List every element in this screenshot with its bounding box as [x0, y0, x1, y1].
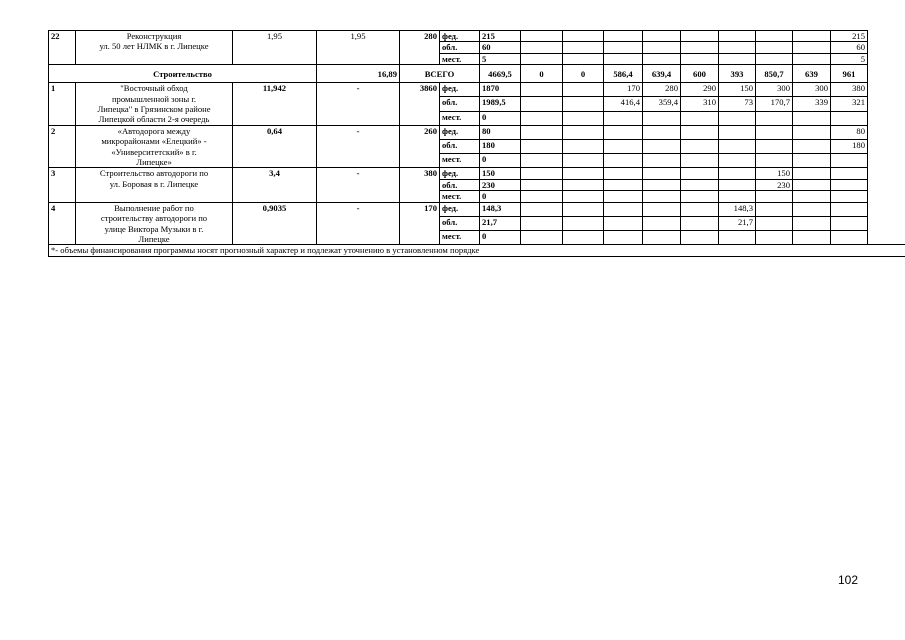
- year-value: [756, 216, 793, 230]
- funding-source: мест.: [440, 191, 480, 202]
- year-value: [719, 231, 756, 245]
- funding-source: фед.: [440, 83, 480, 97]
- funding-total: 230: [480, 179, 521, 190]
- year-value: 5: [831, 53, 868, 64]
- year-value: [563, 111, 604, 125]
- year-value: [521, 97, 563, 111]
- year-value: [643, 42, 681, 53]
- row-number: 4: [49, 202, 76, 245]
- funding-total: 21,7: [480, 216, 521, 230]
- year-value: [681, 191, 719, 202]
- year-value: [681, 168, 719, 179]
- section-length: 16,89: [317, 65, 400, 83]
- funding-total: 0: [480, 231, 521, 245]
- year-value: [831, 179, 868, 190]
- year-value: [604, 125, 643, 139]
- funding-source: мест.: [440, 231, 480, 245]
- year-value: [756, 125, 793, 139]
- funding-source: фед.: [440, 168, 480, 179]
- project-name-line: «Автодорога между: [117, 125, 191, 136]
- year-value: [681, 231, 719, 245]
- year-value: [563, 179, 604, 190]
- table-row: [49, 125, 905, 139]
- year-value: [563, 42, 604, 53]
- year-value: [643, 202, 681, 216]
- year-value: [681, 31, 719, 42]
- length-value-2: -: [317, 83, 400, 126]
- project-name-line: Липецке: [138, 233, 170, 244]
- project-name-line: Строительство автодороги по: [99, 168, 209, 179]
- project-name: [76, 31, 233, 65]
- year-value: [604, 191, 643, 202]
- year-value: [756, 154, 793, 168]
- year-value: [831, 168, 868, 179]
- year-value: [719, 31, 756, 42]
- project-name-line: микрорайонами «Елецкий» -: [101, 136, 207, 147]
- section-row: [49, 65, 905, 83]
- section-year-total: 639,4: [643, 65, 681, 83]
- year-value: [793, 53, 831, 64]
- year-value: [521, 154, 563, 168]
- year-value: [521, 216, 563, 230]
- year-value: [521, 53, 563, 64]
- year-value: 230: [756, 179, 793, 190]
- funding-total: 1989,5: [480, 97, 521, 111]
- year-value: 380: [831, 83, 868, 97]
- year-value: [793, 31, 831, 42]
- year-value: [719, 111, 756, 125]
- funding-source: обл.: [440, 97, 480, 111]
- year-value: [521, 140, 563, 154]
- year-value: [681, 125, 719, 139]
- year-value: 73: [719, 97, 756, 111]
- year-value: 321: [831, 97, 868, 111]
- year-value: [604, 168, 643, 179]
- year-value: [719, 125, 756, 139]
- year-value: [563, 140, 604, 154]
- year-value: [756, 231, 793, 245]
- year-value: [643, 216, 681, 230]
- year-value: [831, 231, 868, 245]
- year-value: [681, 202, 719, 216]
- section-year-total: 600: [681, 65, 719, 83]
- year-value: [604, 231, 643, 245]
- year-value: [793, 42, 831, 53]
- year-value: 215: [831, 31, 868, 42]
- funding-total: 148,3: [480, 202, 521, 216]
- year-value: [681, 179, 719, 190]
- cost-value: 280: [400, 31, 440, 65]
- year-value: [793, 202, 831, 216]
- year-value: [643, 191, 681, 202]
- year-value: [643, 53, 681, 64]
- year-value: [831, 202, 868, 216]
- year-value: [719, 42, 756, 53]
- funding-total: 180: [480, 140, 521, 154]
- length-value: 1,95: [233, 31, 317, 65]
- year-value: 416,4: [604, 97, 643, 111]
- year-value: 170: [604, 83, 643, 97]
- table-row: [49, 168, 905, 179]
- row-number: 22: [49, 31, 76, 65]
- year-value: [756, 140, 793, 154]
- year-value: [643, 154, 681, 168]
- section-year-total: 393: [719, 65, 756, 83]
- length-value: 0,9035: [233, 202, 317, 245]
- length-value-2: -: [317, 202, 400, 245]
- cost-value: 380: [400, 168, 440, 202]
- year-value: [643, 111, 681, 125]
- year-value: [563, 216, 604, 230]
- funding-total: 1870: [480, 83, 521, 97]
- year-value: [719, 140, 756, 154]
- funding-source: фед.: [440, 125, 480, 139]
- section-total: 4669,5: [480, 65, 521, 83]
- year-value: 300: [793, 83, 831, 97]
- funding-total: 0: [480, 111, 521, 125]
- year-value: [604, 53, 643, 64]
- year-value: [756, 31, 793, 42]
- section-year-total: 961: [831, 65, 868, 83]
- funding-source: мест.: [440, 111, 480, 125]
- project-name-line: строительству автодороги по: [100, 213, 208, 224]
- year-value: [521, 111, 563, 125]
- year-value: [793, 111, 831, 125]
- year-value: [563, 97, 604, 111]
- year-value: [756, 53, 793, 64]
- year-value: 310: [681, 97, 719, 111]
- funding-source: мест.: [440, 53, 480, 64]
- year-value: [793, 140, 831, 154]
- length-value: 3,4: [233, 168, 317, 202]
- year-value: 300: [756, 83, 793, 97]
- cost-value: 170: [400, 202, 440, 245]
- year-value: [831, 191, 868, 202]
- funding-source: обл.: [440, 179, 480, 190]
- year-value: [563, 53, 604, 64]
- year-value: [563, 168, 604, 179]
- year-value: [643, 140, 681, 154]
- cost-value: 3860: [400, 83, 440, 126]
- project-name-line: Липецкой области 2-я очередь: [98, 114, 210, 125]
- project-name-line: ул. Боровая в г. Липецке: [109, 178, 199, 189]
- year-value: [563, 83, 604, 97]
- year-value: 290: [681, 83, 719, 97]
- year-value: [563, 154, 604, 168]
- project-name-line: Выполнение работ по: [114, 202, 194, 213]
- year-value: [521, 168, 563, 179]
- funding-source: обл.: [440, 140, 480, 154]
- table-row: [49, 202, 905, 216]
- year-value: [793, 179, 831, 190]
- year-value: [604, 202, 643, 216]
- year-value: [719, 168, 756, 179]
- year-value: [521, 125, 563, 139]
- year-value: [521, 179, 563, 190]
- section-year-total: 850,7: [756, 65, 793, 83]
- funding-source: фед.: [440, 31, 480, 42]
- year-value: 339: [793, 97, 831, 111]
- length-value: 11,942: [233, 83, 317, 126]
- project-name-line: Реконструкция: [126, 31, 182, 41]
- year-value: [719, 179, 756, 190]
- year-value: [643, 168, 681, 179]
- year-value: [793, 125, 831, 139]
- year-value: 80: [831, 125, 868, 139]
- year-value: [793, 154, 831, 168]
- year-value: [793, 191, 831, 202]
- section-year-total: 0: [521, 65, 563, 83]
- financing-table: [48, 30, 905, 257]
- funding-total: 0: [480, 191, 521, 202]
- year-value: [831, 111, 868, 125]
- footnote: *- объемы финансирования программы носят прогнозный характер и подлежат уточнению в установленном порядке: [49, 245, 905, 256]
- project-name-line: Липецке»: [136, 157, 172, 168]
- project-name: [76, 202, 233, 245]
- funding-source: обл.: [440, 216, 480, 230]
- year-value: [793, 216, 831, 230]
- project-name-line: ул. 50 лет НЛМК в г. Липецке: [99, 41, 209, 52]
- year-value: [604, 179, 643, 190]
- year-value: [719, 53, 756, 64]
- year-value: 170,7: [756, 97, 793, 111]
- length-value-2: 1,95: [317, 31, 400, 65]
- year-value: [521, 42, 563, 53]
- year-value: [681, 216, 719, 230]
- row-number: 3: [49, 168, 76, 202]
- year-value: [563, 191, 604, 202]
- table-row: [49, 31, 905, 42]
- length-value-2: -: [317, 168, 400, 202]
- cost-value: 260: [400, 125, 440, 168]
- year-value: [563, 125, 604, 139]
- section-total-label: ВСЕГО: [400, 65, 480, 83]
- year-value: [604, 154, 643, 168]
- year-value: [831, 216, 868, 230]
- year-value: [563, 202, 604, 216]
- year-value: [719, 154, 756, 168]
- year-value: [681, 42, 719, 53]
- year-value: [643, 231, 681, 245]
- year-value: [643, 179, 681, 190]
- year-value: [681, 53, 719, 64]
- project-name-line: Липецка" в Грязинском районе: [97, 104, 211, 115]
- project-name: [76, 125, 233, 168]
- funding-source: мест.: [440, 154, 480, 168]
- year-value: [521, 191, 563, 202]
- year-value: [643, 31, 681, 42]
- year-value: [643, 125, 681, 139]
- section-label: Строительство: [49, 65, 317, 83]
- year-value: 150: [756, 168, 793, 179]
- table-row: [49, 83, 905, 97]
- year-value: [756, 191, 793, 202]
- year-value: [604, 111, 643, 125]
- row-number: 2: [49, 125, 76, 168]
- year-value: [681, 140, 719, 154]
- year-value: 280: [643, 83, 681, 97]
- project-name-line: "Восточный обход: [120, 83, 188, 94]
- funding-total: 60: [480, 42, 521, 53]
- project-name: [76, 83, 233, 126]
- year-value: 150: [719, 83, 756, 97]
- year-value: 21,7: [719, 216, 756, 230]
- funding-source: обл.: [440, 42, 480, 53]
- funding-total: 150: [480, 168, 521, 179]
- year-value: 60: [831, 42, 868, 53]
- year-value: [563, 31, 604, 42]
- year-value: [521, 31, 563, 42]
- funding-total: 80: [480, 125, 521, 139]
- funding-source: фед.: [440, 202, 480, 216]
- year-value: [681, 154, 719, 168]
- page-number: 102: [838, 573, 859, 587]
- funding-total: 0: [480, 154, 521, 168]
- funding-total: 215: [480, 31, 521, 42]
- year-value: [756, 111, 793, 125]
- year-value: [521, 231, 563, 245]
- year-value: 180: [831, 140, 868, 154]
- year-value: [719, 191, 756, 202]
- footnote-row: [49, 245, 905, 256]
- year-value: [604, 216, 643, 230]
- year-value: [756, 202, 793, 216]
- year-value: [604, 42, 643, 53]
- year-value: [831, 154, 868, 168]
- year-value: 148,3: [719, 202, 756, 216]
- project-name-line: промышленной зоны г.: [111, 93, 197, 104]
- year-value: [563, 231, 604, 245]
- year-value: [521, 83, 563, 97]
- year-value: [793, 231, 831, 245]
- length-value-2: -: [317, 125, 400, 168]
- year-value: [681, 111, 719, 125]
- section-year-total: 586,4: [604, 65, 643, 83]
- year-value: [604, 140, 643, 154]
- project-name-line: «Университетский» в г.: [111, 146, 197, 157]
- year-value: [604, 31, 643, 42]
- funding-total: 5: [480, 53, 521, 64]
- project-name: [76, 168, 233, 202]
- length-value: 0,64: [233, 125, 317, 168]
- section-year-total: 639: [793, 65, 831, 83]
- section-year-total: 0: [563, 65, 604, 83]
- year-value: 359,4: [643, 97, 681, 111]
- year-value: [521, 202, 563, 216]
- project-name-line: улице Виктора Музыки в г.: [104, 223, 204, 234]
- year-value: [756, 42, 793, 53]
- year-value: [793, 168, 831, 179]
- row-number: 1: [49, 83, 76, 126]
